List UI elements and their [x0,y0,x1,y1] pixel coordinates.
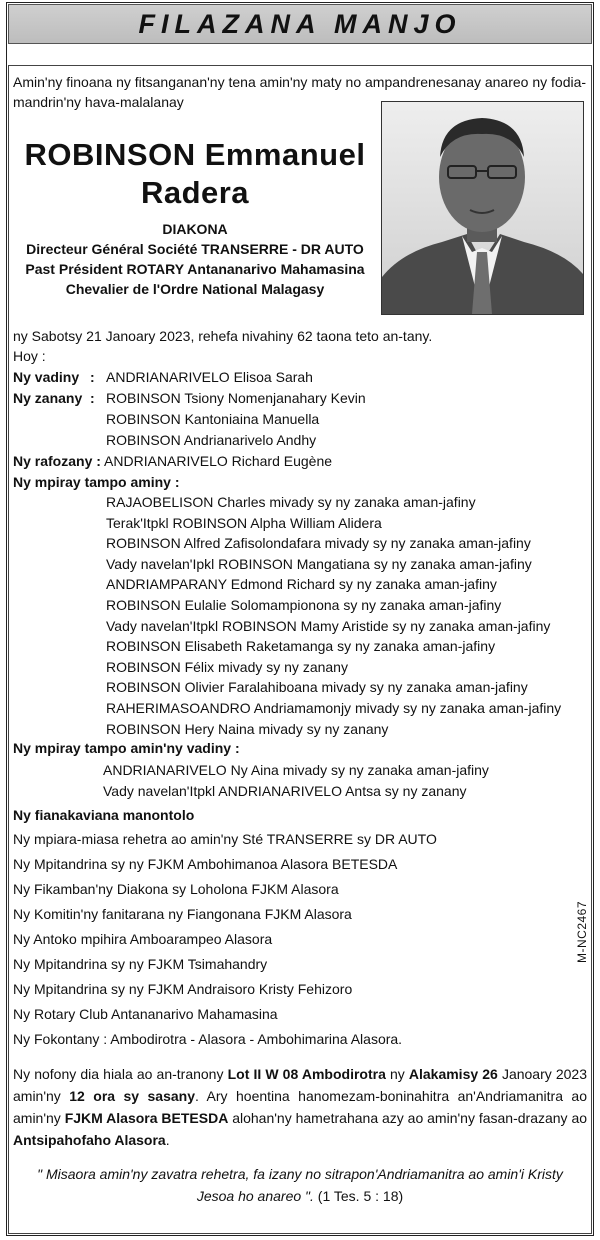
title-line: Chevalier de l'Ordre National Malagasy [65,281,325,297]
list-item: Ny Fikamban'ny Diakona sy Loholona FJKM Alasora [13,881,339,897]
spouse-row [13,367,79,387]
deceased-name [20,136,370,212]
quote-reference: (1 Tes. 5 : 18) [313,1188,404,1204]
in-law-row [13,451,332,471]
funeral-burial-place: Antsipahofaho Alasora [13,1132,166,1148]
in-law-name: ANDRIANARIVELO Richard Eugène [104,453,333,469]
intro-text: Amin'ny finoana ny fitsanganan'ny tena amin'ny maty no ampandrenesanay anareo ny fodia-mandrin'ny hava-malalanay [13,74,587,110]
list-item: ANDRIAMPARANY Edmond Richard sy ny zanaka aman-jafiny [106,576,497,593]
spouse-sep [90,367,95,387]
spouse-label: Ny vadiny [13,369,80,385]
funeral-text: Janoary 2023 amin'ny [13,1066,588,1104]
death-announcement [13,326,589,366]
list-item: ROBINSON Hery Naina mivady sy ny zanany [106,720,389,737]
list-item: Vady navelan'Itpkl ANDRIANARIVELO Antsa sy ny zanany [103,783,467,799]
list-item: ROBINSON Tsiony Nomenjanahary Kevin [106,390,366,406]
quote-text: " Misaora amin'ny zavatra rehetra, fa izany no sitrapon'Andriamanitra ao amin'i Kristy Jesoa ho anareo ". [37,1166,563,1204]
list-item: Ny Mpitandrina sy ny FJKM Ambohimanoa Alasora BETESDA [13,856,398,872]
list-item: Ny Rotary Club Antananarivo Mahamasina [13,1006,278,1022]
spouse-siblings-heading: Ny mpiray tampo amin'ny vadiny : [13,740,240,756]
deceased-titles [20,219,370,299]
children-colon: : [90,390,95,406]
list-item: ROBINSON Olivier Faralahiboana mivady sy ny zanaka aman-jafiny [106,679,528,696]
hoy-label: Hoy : [13,348,46,364]
scripture-quote [20,1163,580,1207]
list-item: Ny Mpitandrina sy ny FJKM Tsimahandry [13,956,268,972]
list-item: Ny mpiara-miasa rehetra ao amin'ny Sté TRANSERRE sy DR AUTO [13,831,437,847]
funeral-text: ny [385,1066,409,1082]
list-item: Ny Fokontany : Ambodirotra - Alasora - Ambohimarina Alasora. [13,1031,403,1047]
funeral-details [13,1063,587,1151]
list-item: ANDRIANARIVELO Ny Aina mivady sy ny zanaka aman-jafiny [103,762,489,778]
reference-code: M-NC2467 [575,900,589,963]
funeral-text: . [165,1132,170,1148]
list-item: ROBINSON Alfred Zafisolondafara mivady sy ny zanaka aman-jafiny [106,535,531,552]
in-law-label: Ny rafozany : [13,453,101,469]
list-item: Terak'Itpkl ROBINSON Alpha William Alidera [106,514,382,531]
children-row [13,388,82,408]
list-item: Ny Komitin'ny fanitarana ny Fiangonana FJKM Alasora [13,906,352,922]
spouse-colon: : [90,369,95,385]
children-sep [90,388,95,408]
spouse-name: ANDRIANARIVELO Elisoa Sarah [106,369,313,385]
children-label: Ny zanany [13,390,83,406]
funeral-address: Lot II W 08 Ambodirotra [227,1066,386,1082]
whole-family-heading [13,805,194,825]
funeral-text: . Ary hoentina hanomezam-boninahitra an'Andriamanitra ao amin'ny [13,1088,587,1126]
list-item: ROBINSON Andrianarivelo Andhy [106,432,317,448]
children-list [106,388,366,451]
notice-header: FILAZANA MANJO [8,4,592,44]
siblings-heading: Ny mpiray tampo aminy : [13,474,180,490]
funeral-time: 12 ora sy sasany [69,1088,195,1104]
list-item: Ny Mpitandrina sy ny FJKM Andraisoro Kristy Fehizoro [13,981,353,997]
funeral-date: Alakamisy 26 [408,1066,498,1082]
deceased-name-line2: Radera [140,175,250,210]
death-date-line: ny Sabotsy 21 Janoary 2023, rehefa nivahiny 62 taona teto an-tany. [13,328,433,344]
list-item: ROBINSON Kantoniaina Manuella [106,411,320,427]
portrait-photo [381,101,584,315]
siblings-list [106,492,561,739]
siblings-label [13,472,180,492]
funeral-text: alohan'ny hametrahana azy ao amin'ny fasan-drazany ao [228,1110,588,1126]
list-item: RAHERIMASOANDRO Andriamamonjy mivady sy ny zanaka aman-jafiny [106,699,562,716]
list-item: RAJAOBELISON Charles mivady sy ny zanaka aman-jafiny [106,494,476,510]
title-line: DIAKONA [162,221,228,237]
list-item: ROBINSON Elisabeth Raketamanga sy ny zanaka aman-jafiny [106,638,496,655]
list-item: Vady navelan'Itpkl ROBINSON Mamy Aristide sy ny zanaka aman-jafiny [106,617,551,634]
title-line: Past Président ROTARY Antananarivo Mahamasina [25,261,365,277]
whole-family-label: Ny fianakaviana manontolo [13,807,195,823]
list-item: ROBINSON Eulalie Solomampionona sy ny zanaka aman-jafiny [106,596,502,613]
list-item: ROBINSON Félix mivady sy ny zanany [106,658,348,675]
portrait-illustration [382,102,583,314]
list-item: Ny Antoko mpihira Amboarampeo Alasora [13,931,273,947]
funeral-church: FJKM Alasora BETESDA [64,1110,229,1126]
title-line: Directeur Général Société TRANSERRE - DR AUTO [26,241,364,257]
spouse-siblings-label [13,738,240,758]
funeral-text: Ny nofony dia hiala ao an-tranony [13,1066,228,1082]
deceased-name-line1: ROBINSON Emmanuel [24,137,366,172]
spouse-siblings-list [103,760,489,802]
list-item: Vady navelan'Ipkl ROBINSON Mangatiana sy ny zanaka aman-jafiny [106,555,532,572]
organizations-list [13,827,437,1052]
